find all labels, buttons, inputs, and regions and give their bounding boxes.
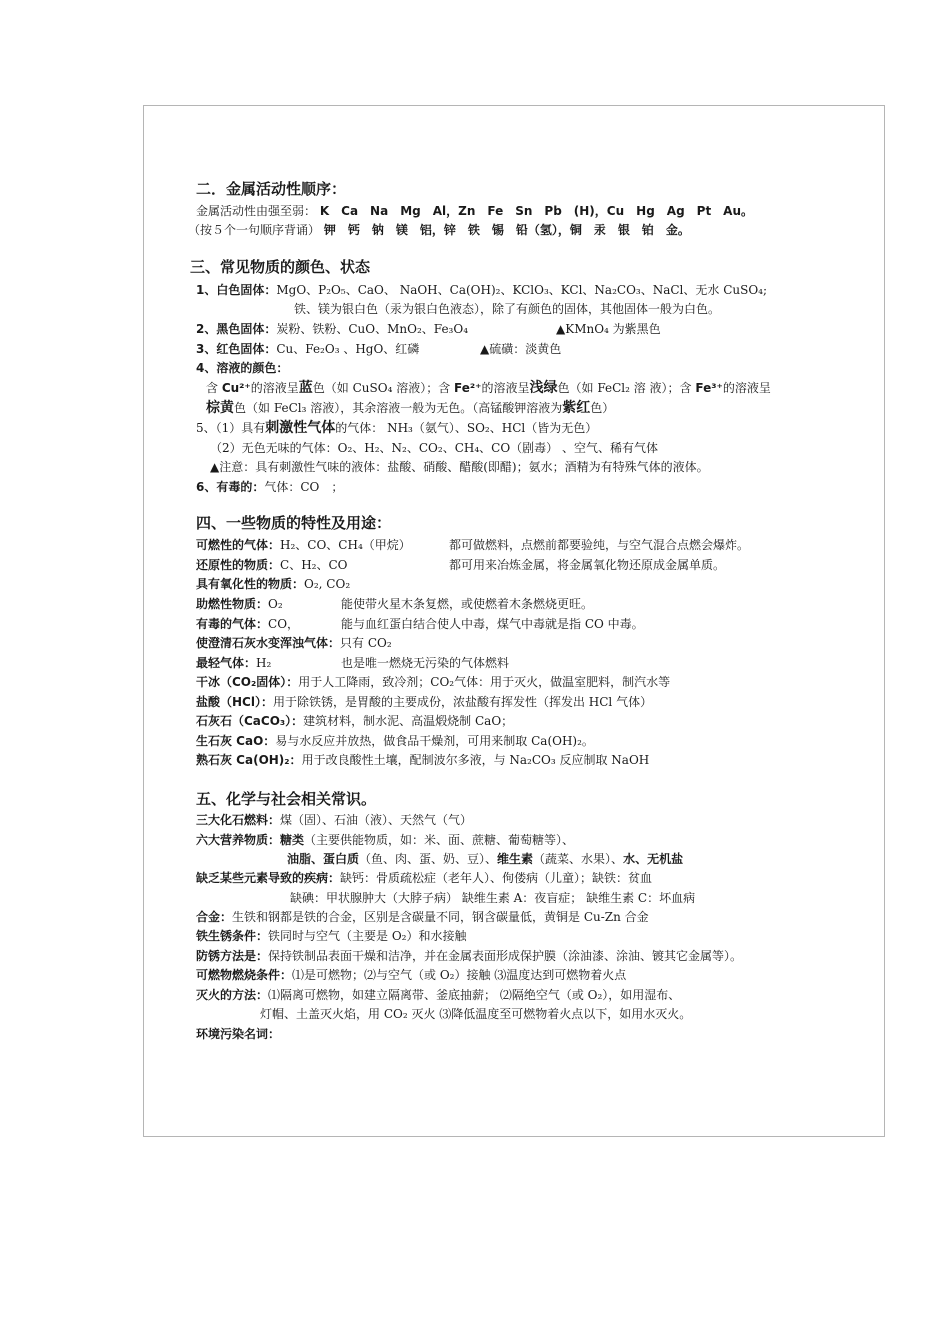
extinguish-text: ⑴隔离可燃物，如建立隔离带、釜底抽薪； ⑵隔绝空气（或 O₂），如用湿布、 — [268, 988, 681, 1002]
toxic-label: 6、有毒的： — [196, 480, 265, 494]
nutrient-sugar: 糖类 — [280, 833, 305, 847]
property-substances: O₂ — [268, 597, 283, 611]
red-solids-label: 3、红色固体： — [196, 342, 277, 356]
nutrient-vitamin: 维生素 — [497, 852, 534, 866]
property-label: 干冰（CO₂固体）： — [196, 675, 299, 689]
property-description: 都可做燃料，点燃前都要验纯，与空气混合点燃会爆炸。 — [449, 538, 750, 552]
text-run: 的气体： NH₃（氨气）、SO₂、HCl（皆为无色） — [335, 421, 598, 435]
property-row — [196, 537, 411, 553]
extinguish-continued: 灯帽、土盖灭火焰，用 CO₂ 灭火 ⑶降低温度至可燃物着火点以下，如用水灭火。 — [260, 1007, 692, 1021]
fossil-fuels-label: 三大化石燃料： — [196, 813, 281, 827]
property-label: 使澄清石灰水变浑浊气体： — [196, 636, 341, 650]
fossil-fuels-line — [196, 812, 472, 828]
deficiency-continued: 缺碘：甲状腺肿大（大脖子病） 缺维生素 A：夜盲症； 缺维生素 C：坏血病 — [290, 891, 696, 905]
extinguish-line — [196, 987, 680, 1003]
property-substances: 用于除铁锈，是胃酸的主要成份，浓盐酸有挥发性（挥发出 HCl 气体） — [272, 695, 653, 709]
color-brown-yellow: 棕黄 — [206, 400, 234, 416]
property-row — [196, 655, 271, 671]
document-page — [143, 105, 885, 1137]
solution-colors-line-1 — [206, 380, 771, 396]
solution-colors-label: 4、溶液的颜色： — [196, 361, 289, 375]
property-description: 都可用来冶炼金属，将金属氧化物还原成金属单质。 — [449, 558, 726, 572]
property-substances: CO， — [268, 617, 300, 631]
property-substances: C、H₂、CO — [280, 558, 348, 572]
rust-condition-text: 铁同时与空气（主要是 O₂）和水接触 — [268, 929, 467, 943]
property-substances: 建筑材料，制水泥、高温煅烧制 CaO； — [303, 714, 514, 728]
rust-prevention-line — [196, 948, 742, 964]
text-run: 的溶液呈 — [722, 381, 771, 395]
alloy-line — [196, 909, 649, 925]
black-solids-label: 2、黑色固体： — [196, 322, 277, 336]
irritating-gases-line — [196, 420, 597, 436]
red-solids-text: Cu、Fe₂O₃ 、HgO、红磷 — [276, 342, 420, 356]
property-row — [196, 733, 594, 749]
text-run: 含 — [206, 381, 222, 395]
property-label: 生石灰 CaO： — [196, 734, 276, 748]
property-description: 能与血红蛋白结合使人中毒，煤气中毒就是指 CO 中毒。 — [341, 617, 644, 631]
text-run: 色） — [590, 401, 615, 415]
rust-prevention-text: 保持铁制品表面干燥和洁净，并在金属表面形成保护膜（涂油漆、涂油、镀其它金属等）。 — [268, 949, 743, 963]
nutrient-fat-protein: 油脂、蛋白质 — [287, 852, 360, 866]
section-3-title: 三、常见物质的颜色、状态 — [190, 258, 371, 276]
nutrients-label: 六大营养物质： — [196, 833, 281, 847]
white-solids-continued: 铁、镁为银白色（汞为银白色液态），除了有颜色的固体，其他固体一般为白色。 — [294, 302, 721, 316]
deficiency-label: 缺乏某些元素导致的疾病： — [196, 871, 341, 885]
property-substances: 易与水反应并放热，做食品干燥剂，可用来制取 Ca(OH)₂。 — [275, 734, 594, 748]
property-label: 可燃性的气体： — [196, 538, 281, 552]
rust-condition-line — [196, 928, 466, 944]
color-blue: 蓝 — [298, 380, 313, 396]
color-purple-red: 紫红 — [562, 400, 591, 416]
property-substances: H₂ — [256, 656, 272, 670]
text-run: （主要供能物质，如：米、面、蔗糖、葡萄糖等）、 — [304, 833, 575, 847]
solution-colors-line-2 — [206, 400, 614, 416]
sulfur-note: ▲硫磺：淡黄色 — [480, 342, 562, 356]
text-run: 色（如 FeCl₃ 溶液），其余溶液一般为无色。（高锰酸钾溶液为 — [234, 401, 563, 415]
property-row — [196, 674, 670, 690]
red-solids-line — [196, 341, 419, 357]
property-label: 还原性的物质： — [196, 558, 281, 572]
text-run: 色（如 FeCl₂ 溶 液）；含 — [557, 381, 696, 395]
section-2-title: 二．金属活动性顺序： — [196, 180, 347, 198]
mnemonic-label: （按５个一句顺序背诵） — [188, 223, 321, 237]
white-solids-label: 1、白色固体： — [196, 283, 277, 297]
property-label: 熟石灰 Ca(OH)₂： — [196, 753, 302, 767]
activity-order-line — [196, 203, 753, 219]
combustion-line — [196, 967, 626, 983]
property-label: 具有氧化性的物质： — [196, 577, 305, 591]
property-substances: 用于改良酸性土壤，配制波尔多液，与 Na₂CO₃ 反应制取 NaOH — [301, 753, 650, 767]
pollution-terms-label: 环境污染名词： — [196, 1027, 281, 1041]
property-description: 能使带火星木条复燃，或使燃着木条燃烧更旺。 — [341, 597, 594, 611]
combustion-label: 可燃物燃烧条件： — [196, 968, 293, 982]
deficiency-text: 缺钙：骨质疏松症（老年人）、佝偻病（儿童）；缺铁：贫血 — [340, 871, 653, 885]
property-description: 也是唯一燃烧无污染的气体燃料 — [341, 656, 510, 670]
ion-fe2: Fe²⁺ — [454, 381, 482, 395]
fossil-fuels-text: 煤（固）、石油（液）、天然气（气） — [280, 813, 473, 827]
text-run: 的溶液呈 — [250, 381, 299, 395]
irritating-gas-term: 刺激性气体 — [265, 420, 336, 436]
property-label: 有毒的气体： — [196, 617, 269, 631]
property-substances: H₂、CO、CH₄（甲烷） — [280, 538, 411, 552]
property-label: 石灰石（CaCO₃）： — [196, 714, 304, 728]
nutrients-continued — [287, 851, 683, 867]
property-substances: 用于人工降雨，致冷剂；CO₂气体：用于灭火，做温室肥料，制汽水等 — [298, 675, 671, 689]
section-5-title: 五、化学与社会相关常识。 — [196, 790, 377, 808]
property-substances: O₂, CO₂ — [304, 577, 351, 591]
property-row — [196, 576, 350, 592]
property-row — [196, 596, 283, 612]
irritating-liquids-note: ▲注意：具有刺激性气味的液体：盐酸、硝酸、醋酸(即醋)；氨水；酒精为有特殊气体的液体。 — [210, 460, 709, 474]
kmno4-note: ▲KMnO₄ 为紫黑色 — [556, 322, 661, 336]
ion-fe3: Fe³⁺ — [695, 381, 723, 395]
activity-order-mnemonic-line — [188, 222, 690, 238]
property-label: 盐酸（HCl）： — [196, 695, 273, 709]
rust-condition-label: 铁生锈条件： — [196, 929, 269, 943]
activity-order-symbols: K Ca Na Mg Al，Zn Fe Sn Pb (H)，Cu Hg Ag Pt Au。 — [319, 204, 754, 218]
property-row — [196, 635, 392, 651]
mnemonic-names: 钾 钙 钠 镁 铝，锌 铁 锡 铅（氢），铜 汞 银 铂 金。 — [323, 223, 690, 237]
property-row — [196, 713, 513, 729]
white-solids-line — [196, 282, 767, 298]
property-row — [196, 616, 299, 632]
property-row — [196, 557, 348, 573]
toxic-text: 气体：CO ； — [264, 480, 344, 494]
combustion-text: ⑴是可燃物；⑵与空气（或 O₂）接触 ⑶温度达到可燃物着火点 — [292, 968, 627, 982]
rust-prevention-label: 防锈方法是： — [196, 949, 269, 963]
property-substances: 只有 CO₂ — [340, 636, 392, 650]
property-label: 最轻气体： — [196, 656, 257, 670]
property-row — [196, 752, 649, 768]
deficiency-line — [196, 870, 652, 886]
color-light-green: 浅绿 — [529, 380, 558, 396]
text-run: 5、（1）具有 — [196, 421, 266, 435]
property-label: 助燃性物质： — [196, 597, 269, 611]
text-run: 色（如 CuSO₄ 溶液）；含 — [312, 381, 455, 395]
text-run: （鱼、肉、蛋、奶、豆）、 — [359, 852, 498, 866]
alloy-label: 合金： — [196, 910, 233, 924]
white-solids-text: MgO、P₂O₅、CaO、 NaOH、Ca(OH)₂、KClO₃、KCl、Na₂CO₃、NaCl、无水 CuSO₄; — [276, 283, 768, 297]
text-run: 的溶液呈 — [481, 381, 530, 395]
activity-order-label: 金属活动性由强至弱： — [196, 204, 317, 218]
nutrient-water-salts: 水、无机盐 — [623, 852, 684, 866]
black-solids-line — [196, 321, 468, 337]
alloy-text: 生铁和钢都是铁的合金，区别是含碳量不同，钢含碳量低，黄铜是 Cu-Zn 合金 — [232, 910, 649, 924]
nutrients-line — [196, 832, 574, 848]
text-run: （蔬菜、水果）、 — [533, 852, 624, 866]
black-solids-text: 炭粉、铁粉、CuO、MnO₂、Fe₃O₄ — [276, 322, 469, 336]
ion-cu: Cu²⁺ — [221, 381, 251, 395]
property-row — [196, 694, 652, 710]
toxic-line — [196, 479, 343, 495]
extinguish-label: 灭火的方法： — [196, 988, 269, 1002]
odorless-gases-line: （2）无色无味的气体：O₂、H₂、N₂、CO₂、CH₄、CO（剧毒） 、空气、稀有气体 — [210, 441, 658, 455]
section-4-title: 四、一些物质的特性及用途： — [196, 514, 392, 532]
